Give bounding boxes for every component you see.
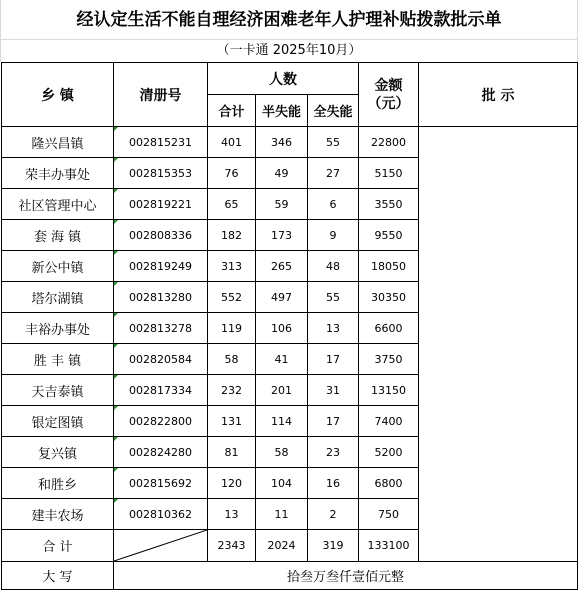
cell-total: 401: [208, 127, 256, 158]
cell-roster: 002815692: [114, 468, 208, 499]
cell-half-disabled: 346: [256, 127, 308, 158]
capital-amount: 拾叁万叁仟壹佰元整: [114, 562, 578, 590]
header-full-disabled: 全失能: [308, 95, 359, 127]
cell-roster: 002824280: [114, 437, 208, 468]
cell-roster: 002820584: [114, 344, 208, 375]
cell-half-disabled: 11: [256, 499, 308, 530]
cell-full-disabled: 2: [308, 499, 359, 530]
cell-total: 76: [208, 158, 256, 189]
table-row: [2, 127, 578, 158]
cell-half-disabled: 41: [256, 344, 308, 375]
cell-town: 天吉泰镇: [2, 375, 114, 406]
totals-label: 合 计: [2, 530, 114, 562]
header-half-disabled: 半失能: [256, 95, 308, 127]
cell-roster: 002815353: [114, 158, 208, 189]
cell-roster: 002819249: [114, 251, 208, 282]
cell-amount: 6600: [359, 313, 419, 344]
cell-roster: 002813278: [114, 313, 208, 344]
cell-amount: 7400: [359, 406, 419, 437]
cell-full-disabled: 23: [308, 437, 359, 468]
cell-town: 套 海 镇: [2, 220, 114, 251]
cell-full-disabled: 9: [308, 220, 359, 251]
cell-half-disabled: 106: [256, 313, 308, 344]
cell-full-disabled: 27: [308, 158, 359, 189]
header-roster: 清册号: [114, 63, 208, 127]
cell-amount: 30350: [359, 282, 419, 313]
header-amount: 金额（元）: [359, 63, 419, 127]
cell-half-disabled: 497: [256, 282, 308, 313]
cell-town: 社区管理中心: [2, 189, 114, 220]
cell-roster: 002810362: [114, 499, 208, 530]
header-town: 乡 镇: [2, 63, 114, 127]
page-title: 经认定生活不能自理经济困难老年人护理补贴拨款批示单: [76, 10, 502, 30]
cell-roster: 002815231: [114, 127, 208, 158]
cell-town: 丰裕办事处: [2, 313, 114, 344]
cell-town: 银定图镇: [2, 406, 114, 437]
cell-amount: 6800: [359, 468, 419, 499]
cell-town: 隆兴昌镇: [2, 127, 114, 158]
cell-half-disabled: 104: [256, 468, 308, 499]
cell-full-disabled: 17: [308, 406, 359, 437]
cell-half-disabled: 201: [256, 375, 308, 406]
cell-total: 13: [208, 499, 256, 530]
cell-full-disabled: 55: [308, 282, 359, 313]
header-total: 合计: [208, 95, 256, 127]
cell-town: 胜 丰 镇: [2, 344, 114, 375]
allowance-table: [1, 62, 578, 590]
cell-total: 119: [208, 313, 256, 344]
cell-roster: 002813280: [114, 282, 208, 313]
header-people: 人数: [208, 63, 359, 95]
cell-half-disabled: 59: [256, 189, 308, 220]
cell-total: 313: [208, 251, 256, 282]
capital-label: 大 写: [2, 562, 114, 590]
cell-full-disabled: 55: [308, 127, 359, 158]
cell-total: 552: [208, 282, 256, 313]
header-approval: 批 示: [419, 63, 578, 127]
cell-total: 81: [208, 437, 256, 468]
cell-amount: 5150: [359, 158, 419, 189]
cell-town: 建丰农场: [2, 499, 114, 530]
cell-total: 182: [208, 220, 256, 251]
cell-full-disabled: 17: [308, 344, 359, 375]
totals-total: 2343: [208, 530, 256, 562]
cell-town: 塔尔湖镇: [2, 282, 114, 313]
cell-total: 120: [208, 468, 256, 499]
cell-town: 新公中镇: [2, 251, 114, 282]
cell-half-disabled: 49: [256, 158, 308, 189]
totals-full-disabled: 319: [308, 530, 359, 562]
cell-amount: 9550: [359, 220, 419, 251]
cell-half-disabled: 58: [256, 437, 308, 468]
cell-half-disabled: 114: [256, 406, 308, 437]
cell-full-disabled: 31: [308, 375, 359, 406]
cell-amount: 5200: [359, 437, 419, 468]
totals-half-disabled: 2024: [256, 530, 308, 562]
cell-full-disabled: 48: [308, 251, 359, 282]
cell-town: 复兴镇: [2, 437, 114, 468]
cell-roster: 002808336: [114, 220, 208, 251]
cell-total: 232: [208, 375, 256, 406]
totals-amount: 133100: [359, 530, 419, 562]
cell-amount: 22800: [359, 127, 419, 158]
cell-total: 58: [208, 344, 256, 375]
cell-full-disabled: 16: [308, 468, 359, 499]
cell-total: 65: [208, 189, 256, 220]
cell-roster: 002822800: [114, 406, 208, 437]
cell-amount: 18050: [359, 251, 419, 282]
cell-full-disabled: 6: [308, 189, 359, 220]
cell-amount: 3750: [359, 344, 419, 375]
cell-half-disabled: 265: [256, 251, 308, 282]
approval-area: [419, 127, 578, 562]
page-subtitle: （一卡通 2025年10月）: [216, 43, 362, 58]
cell-half-disabled: 173: [256, 220, 308, 251]
cell-total: 131: [208, 406, 256, 437]
cell-amount: 750: [359, 499, 419, 530]
cell-roster: 002819221: [114, 189, 208, 220]
cell-town: 荣丰办事处: [2, 158, 114, 189]
totals-roster-slash: [114, 530, 208, 562]
cell-town: 和胜乡: [2, 468, 114, 499]
cell-amount: 13150: [359, 375, 419, 406]
cell-roster: 002817334: [114, 375, 208, 406]
capital-row: [2, 562, 578, 590]
cell-amount: 3550: [359, 189, 419, 220]
cell-full-disabled: 13: [308, 313, 359, 344]
